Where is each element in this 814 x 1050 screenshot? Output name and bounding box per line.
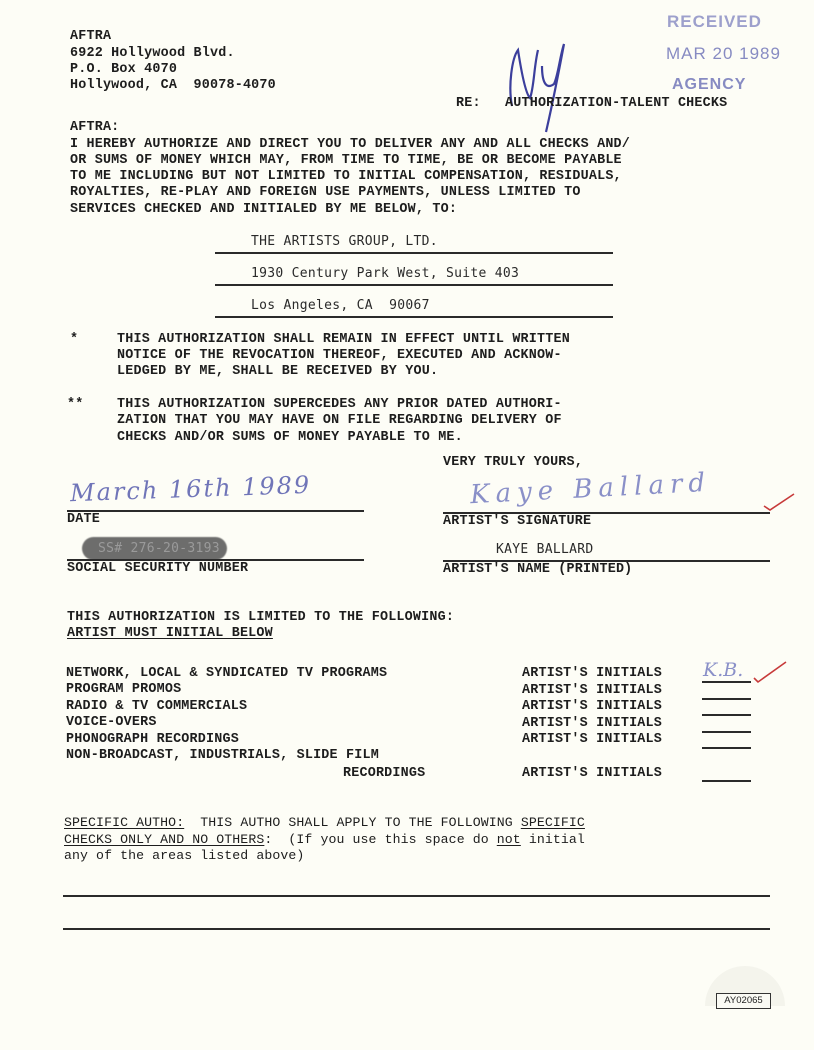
initials-line[interactable]	[702, 747, 751, 749]
signature-handwritten: Kaye Ballard	[469, 467, 712, 511]
printed-name-value: KAYE BALLARD	[496, 542, 594, 557]
service-item-phonograph: PHONOGRAPH RECORDINGS	[66, 732, 239, 747]
service-item-program-promos: PROGRAM PROMOS	[66, 682, 182, 697]
salutation: AFTRA:	[70, 120, 120, 135]
limitation-subheading: ARTIST MUST INITIAL BELOW	[67, 626, 273, 641]
initials-handwritten: K.B.	[703, 659, 744, 681]
red-checkmark-icon	[760, 490, 800, 514]
closing: VERY TRULY YOURS,	[443, 455, 584, 470]
initials-label: ARTIST'S INITIALS	[522, 699, 663, 714]
initials-line[interactable]	[702, 731, 751, 733]
specific-write-line[interactable]	[63, 895, 770, 897]
initials-label: ARTIST'S INITIALS	[522, 683, 663, 698]
ssn-label: SOCIAL SECURITY NUMBER	[67, 561, 249, 576]
note-line: CHECKS AND/OR SUMS OF MONEY PAYABLE TO ME.	[117, 430, 463, 445]
handwritten-ny-mark	[498, 36, 578, 136]
payee-name-line	[215, 252, 613, 254]
specific-line-3: any of the areas listed above)	[64, 848, 305, 863]
service-item-non-broadcast: NON-BROADCAST, INDUSTRIALS, SLIDE FILM	[66, 748, 379, 763]
re-subject: AUTHORIZATION-TALENT CHECKS	[505, 96, 728, 111]
note-line: THIS AUTHORIZATION SHALL REMAIN IN EFFECT UNTIL WRITTEN	[117, 332, 570, 347]
letterhead-org: AFTRA	[70, 29, 112, 44]
ssn-value: SS# 276-20-3193	[98, 541, 220, 556]
letterhead-street: 6922 Hollywood Blvd.	[70, 46, 235, 61]
specific-line-1	[64, 815, 585, 830]
body-line: I HEREBY AUTHORIZE AND DIRECT YOU TO DELIVER ANY AND ALL CHECKS AND/	[70, 137, 631, 152]
re-label: RE:	[456, 96, 481, 111]
specific-text: THIS AUTHO SHALL APPLY TO THE FOLLOWING	[184, 815, 521, 830]
payee-city: Los Angeles, CA 90067	[251, 298, 430, 313]
note-marker: **	[67, 397, 84, 412]
letterhead-city: Hollywood, CA 90078-4070	[70, 78, 276, 93]
note-line: THIS AUTHORIZATION SUPERCEDES ANY PRIOR DATED AUTHORI-	[117, 397, 562, 412]
specific-text: initial	[520, 832, 585, 847]
red-checkmark-icon	[752, 658, 792, 684]
payee-address-line	[215, 284, 613, 286]
initials-line[interactable]	[702, 714, 751, 716]
sticker-code: AY02065	[716, 993, 771, 1009]
specific-text-underlined: SPECIFIC	[520, 815, 585, 830]
body-line: OR SUMS OF MONEY WHICH MAY, FROM TIME TO TIME, BE OR BECOME PAYABLE	[70, 153, 622, 168]
service-item-radio-tv-commercials: RADIO & TV COMMERCIALS	[66, 699, 248, 714]
body-line: ROYALTIES, RE-PLAY AND FOREIGN USE PAYMENTS, UNLESS LIMITED TO	[70, 185, 581, 200]
note-line: LEDGED BY ME, SHALL BE RECEIVED BY YOU.	[117, 364, 439, 379]
payee-address: 1930 Century Park West, Suite 403	[251, 266, 520, 281]
printed-name-label: ARTIST'S NAME (PRINTED)	[443, 562, 633, 577]
note-line: NOTICE OF THE REVOCATION THEREOF, EXECUTED AND ACKNOW-	[117, 348, 562, 363]
initials-line[interactable]	[702, 681, 751, 683]
specific-line-2	[64, 832, 585, 847]
body-line: TO ME INCLUDING BUT NOT LIMITED TO INITIAL COMPENSATION, RESIDUALS,	[70, 169, 622, 184]
date-handwritten: March 16th 1989	[69, 470, 312, 508]
stamp-agency: AGENCY	[672, 76, 747, 93]
note-marker: *	[70, 332, 79, 347]
stamp-received: RECEIVED	[667, 12, 762, 31]
initials-label: ARTIST'S INITIALS	[522, 732, 663, 747]
initials-line[interactable]	[702, 698, 751, 700]
service-item-voice-overs: VOICE-OVERS	[66, 715, 157, 730]
letterhead-po-box: P.O. Box 4070	[70, 62, 178, 77]
date-line	[67, 510, 364, 512]
signature-label: ARTIST'S SIGNATURE	[443, 514, 592, 529]
initials-label: ARTIST'S INITIALS	[522, 666, 663, 681]
specific-write-line[interactable]	[63, 928, 770, 930]
specific-text-underlined: CHECKS ONLY AND NO OTHERS	[64, 832, 265, 847]
initials-line[interactable]	[702, 780, 751, 782]
payee-city-line	[215, 316, 613, 318]
service-item-non-broadcast-line2: RECORDINGS	[343, 766, 426, 781]
limitation-heading: THIS AUTHORIZATION IS LIMITED TO THE FOLLOWING:	[67, 610, 455, 625]
initials-label: ARTIST'S INITIALS	[522, 766, 663, 781]
note-line: ZATION THAT YOU MAY HAVE ON FILE REGARDING DELIVERY OF	[117, 413, 562, 428]
payee-name: THE ARTISTS GROUP, LTD.	[251, 234, 438, 249]
initials-label: ARTIST'S INITIALS	[522, 716, 663, 731]
specific-text-underlined: not	[496, 832, 521, 847]
specific-text: : (If you use this space do	[264, 832, 497, 847]
date-label: DATE	[67, 512, 100, 527]
body-line: SERVICES CHECKED AND INITIALED BY ME BELOW, TO:	[70, 202, 458, 217]
service-item-tv-programs: NETWORK, LOCAL & SYNDICATED TV PROGRAMS	[66, 666, 388, 681]
specific-label: SPECIFIC AUTHO:	[64, 815, 185, 830]
stamp-date: MAR 20 1989	[666, 44, 781, 63]
